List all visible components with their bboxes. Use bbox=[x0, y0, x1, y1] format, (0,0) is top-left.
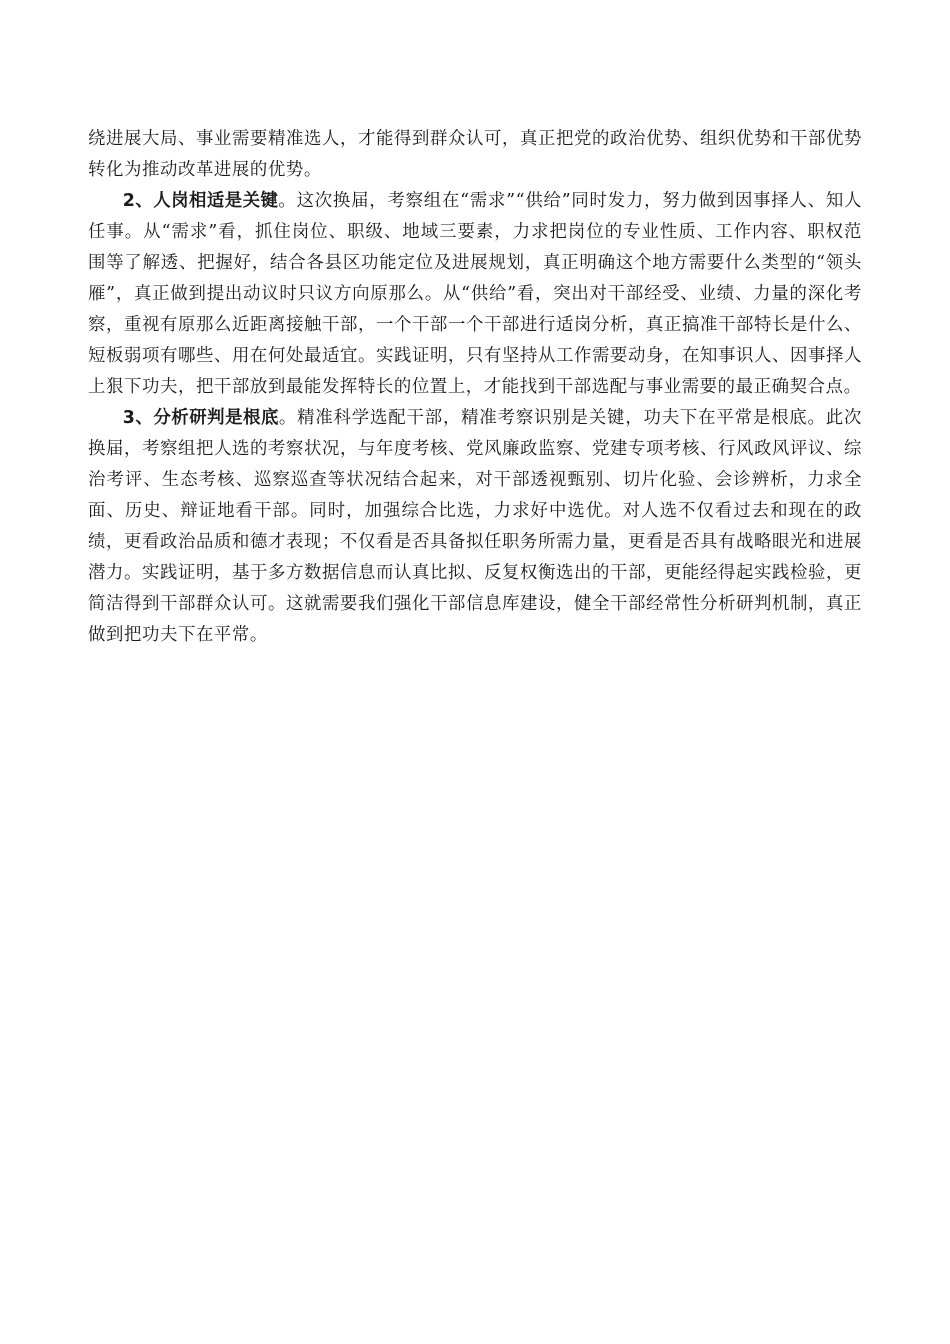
paragraph-2-heading: 2、人岗相适是关键 bbox=[122, 191, 279, 211]
paragraph-analysis-judgment bbox=[88, 403, 862, 651]
paragraph-continuation bbox=[88, 124, 862, 186]
paragraph-3-text: 。精准科学选配干部，精准考察识别是关键，功夫下在平常是根底。此次换届，考察组把人选的考察状况，与年度考核、党风廉政监察、党建专项考核、行风政风评议、综治考评、生态考核、巡察巡查等状况结合起来，对干部透视甄别、切片化验、会诊辨析，力求全面、历史、辩证地看干部。同时，加强综合比选，力求好中选优。对人选不仅看过去和现在的政绩，更看政治品质和德才表现；不仅看是否具备拟任职务所需力量，更看是否具有战略眼光和进展潜力。实践证明，基于多方数据信息而认真比拟、反复权衡选出的干部，更能经得起实践检验，更简洁得到干部群众认可。这就需要我们强化干部信息库建设，健全干部经常性分析研判机制，真正做到把功夫下在平常。 bbox=[88, 408, 862, 645]
paragraph-person-post-fit bbox=[88, 186, 862, 403]
document-body bbox=[88, 124, 862, 651]
paragraph-3-heading: 3、分析研判是根底 bbox=[122, 408, 279, 428]
paragraph-2-text: 。这次换届，考察组在“需求”“供给”同时发力，努力做到因事择人、知人任事。从“需求”看，抓住岗位、职级、地域三要素，力求把岗位的专业性质、工作内容、职权范围等了解透、把握好，结合各县区功能定位及进展规划，真正明确这个地方需要什么类型的“领头雁”，真正做到提出动议时只议方向原那么。从“供给”看，突出对干部经受、业绩、力量的深化考察，重视有原那么近距离接触干部，一个干部一个干部进行适岗分析，真正搞准干部特长是什么、短板弱项有哪些、用在何处最适宜。实践证明，只有坚持从工作需要动身，在知事识人、因事择人上狠下功夫，把干部放到最能发挥特长的位置上，才能找到干部选配与事业需要的最正确契合点。 bbox=[88, 191, 862, 397]
paragraph-1-text: 绕进展大局、事业需要精准选人，才能得到群众认可，真正把党的政治优势、组织优势和干部优势转化为推动改革进展的优势。 bbox=[88, 129, 862, 180]
